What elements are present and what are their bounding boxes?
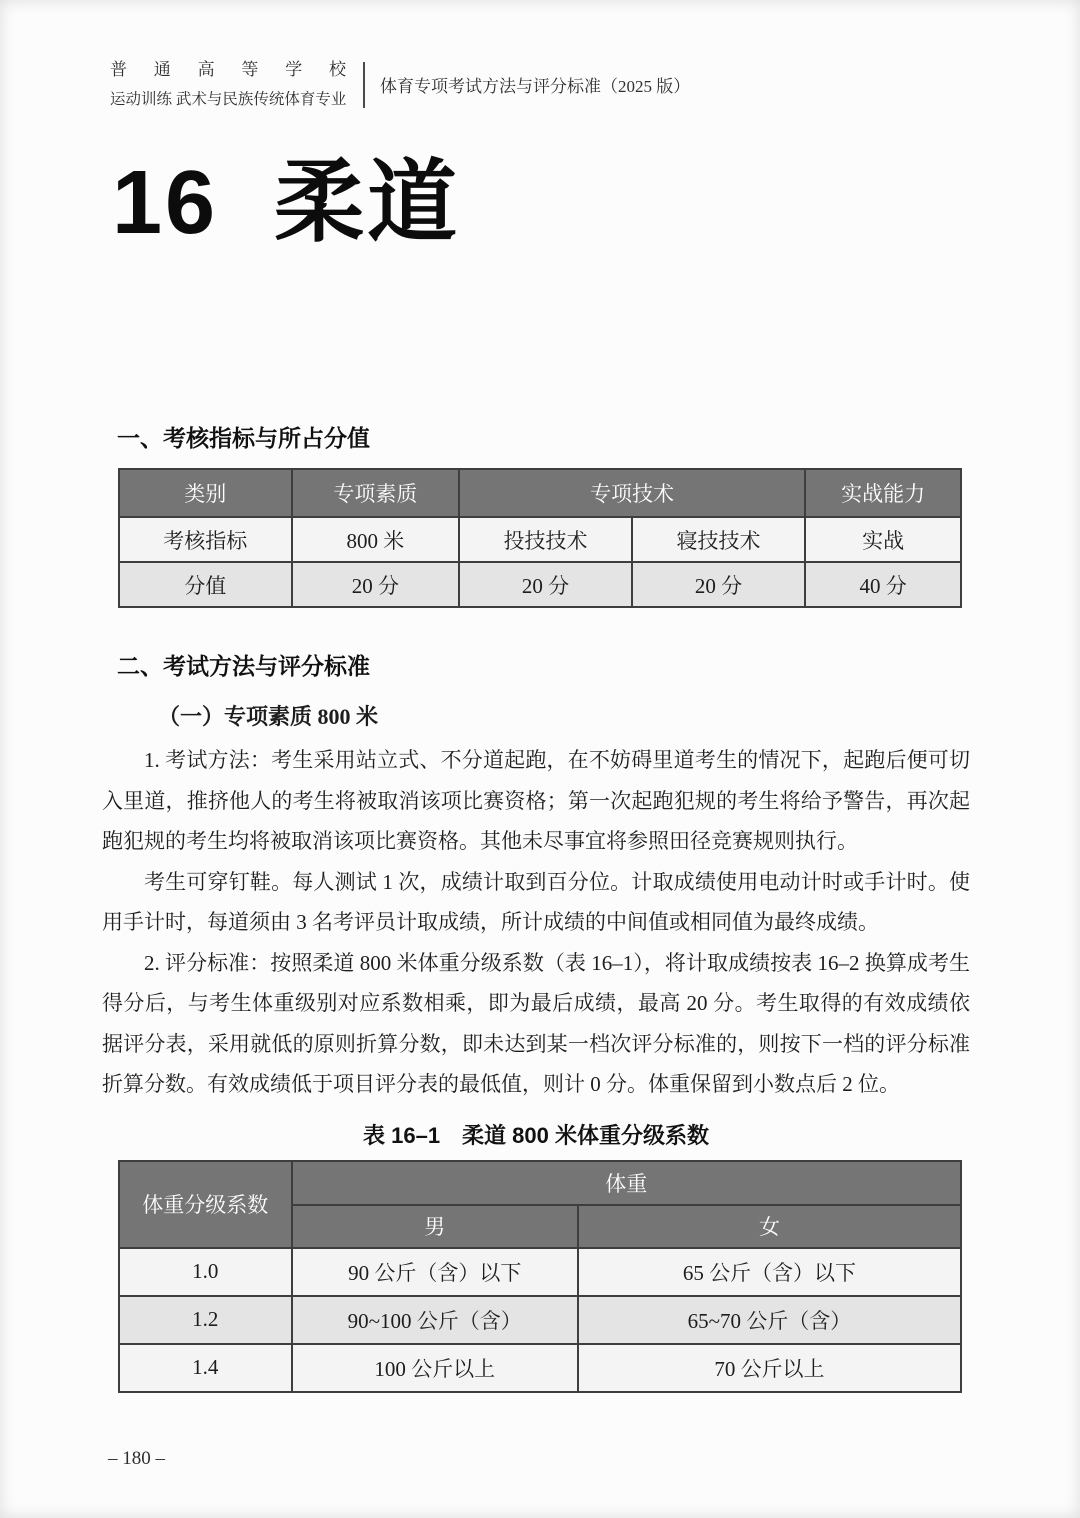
table-row: [119, 1248, 961, 1296]
indicator-score-table: [118, 468, 962, 608]
header-cell-technique: 专项技术: [459, 469, 805, 517]
section2-heading: 二、考试方法与评分标准: [117, 653, 370, 679]
section1-heading: 一、考核指标与所占分值: [117, 425, 370, 451]
cell-score-800m: 20 分: [292, 562, 460, 607]
header-cell-weight-group: 体重: [292, 1161, 961, 1205]
cell-male-1-4: 100 公斤以上: [292, 1344, 578, 1392]
table-row: [119, 1296, 961, 1344]
cell-male-1-2: 90~100 公斤（含）: [292, 1296, 578, 1344]
header-divider: [363, 62, 365, 108]
paragraph-exam-method: 1. 考试方法：考生采用站立式、不分道起跑，在不妨碍里道考生的情况下，起跑后便可切入里道，推挤他人的考生将被取消该项比赛资格；第一次起跑犯规的考生将给予警告，再次起跑犯规的考生均将被取消该项比赛资格。其他未尽事宜将参照田径竞赛规则执行。: [102, 748, 970, 853]
table-row: [119, 517, 961, 562]
table-header-row: [119, 469, 961, 517]
header-cell-quality: 专项素质: [292, 469, 460, 517]
cell-coef-1-2: 1.2: [119, 1296, 292, 1344]
table-row: [119, 1344, 961, 1392]
page-number: – 180 –: [108, 1448, 165, 1469]
header-cell-coefficient: 体重分级系数: [119, 1161, 292, 1248]
cell-score-ground: 20 分: [632, 562, 805, 607]
chapter-title: [112, 152, 460, 256]
cell-score-throw: 20 分: [459, 562, 632, 607]
cell-coef-1-4: 1.4: [119, 1344, 292, 1392]
cell-score-label: 分值: [119, 562, 292, 607]
cell-coef-1-0: 1.0: [119, 1248, 292, 1296]
paragraph-scoring-standard: 2. 评分标准：按照柔道 800 米体重分级系数（表 16–1），将计取成绩按表 16–2 换算成考生得分后，与考生体重级别对应系数相乘，即为最后成绩，最高 20 分。考生取得的有效成绩依据评分表，采用就低的原则折算分数，即未达到某一档次评分标准的，则按下一档的评分标准折算分数。有效成绩低于项目评分表的最低值，则计 0 分。体重保留到小数点后 2 位。: [102, 950, 970, 1096]
cell-indicator-label: 考核指标: [119, 517, 292, 562]
school-type-label: 普 通 高 等 学 校: [110, 60, 346, 79]
cell-female-1-2: 65~70 公斤（含）: [578, 1296, 961, 1344]
major-label: 运动训练 武术与民族传统体育专业: [110, 91, 347, 109]
running-head-left: [110, 60, 346, 109]
table-row: [119, 562, 961, 607]
document-title: 体育专项考试方法与评分标准（2025 版）: [380, 77, 691, 97]
cell-ground-tech: 寝技技术: [632, 517, 805, 562]
cell-female-1-0: 65 公斤（含）以下: [578, 1248, 961, 1296]
body-copy: [102, 700, 970, 1393]
header-cell-category: 类别: [119, 469, 292, 517]
cell-throw-tech: 投技技术: [459, 517, 632, 562]
running-head: [110, 60, 690, 109]
cell-female-1-4: 70 公斤以上: [578, 1344, 961, 1392]
header-cell-combat: 实战能力: [805, 469, 961, 517]
chapter-number: 16: [112, 153, 219, 253]
cell-800m: 800 米: [292, 517, 460, 562]
header-cell-female: 女: [578, 1205, 961, 1248]
chapter-name: 柔道: [274, 153, 461, 253]
header-cell-male: 男: [292, 1205, 578, 1248]
table2-caption: 表 16–1 柔道 800 米体重分级系数: [363, 1122, 709, 1148]
cell-male-1-0: 90 公斤（含）以下: [292, 1248, 578, 1296]
cell-combat: 实战: [805, 517, 961, 562]
cell-score-combat: 40 分: [805, 562, 961, 607]
paragraph-timing-rules: 考生可穿钉鞋。每人测试 1 次，成绩计取到百分位。计取成绩使用电动计时或手计时。使用手计时，每道须由 3 名考评员计取成绩，所计成绩的中间值或相同值为最终成绩。: [102, 869, 970, 934]
weight-coefficient-table: [118, 1160, 962, 1393]
table2-group-row: [119, 1161, 961, 1205]
subsection-heading: （一）专项素质 800 米: [158, 704, 379, 729]
